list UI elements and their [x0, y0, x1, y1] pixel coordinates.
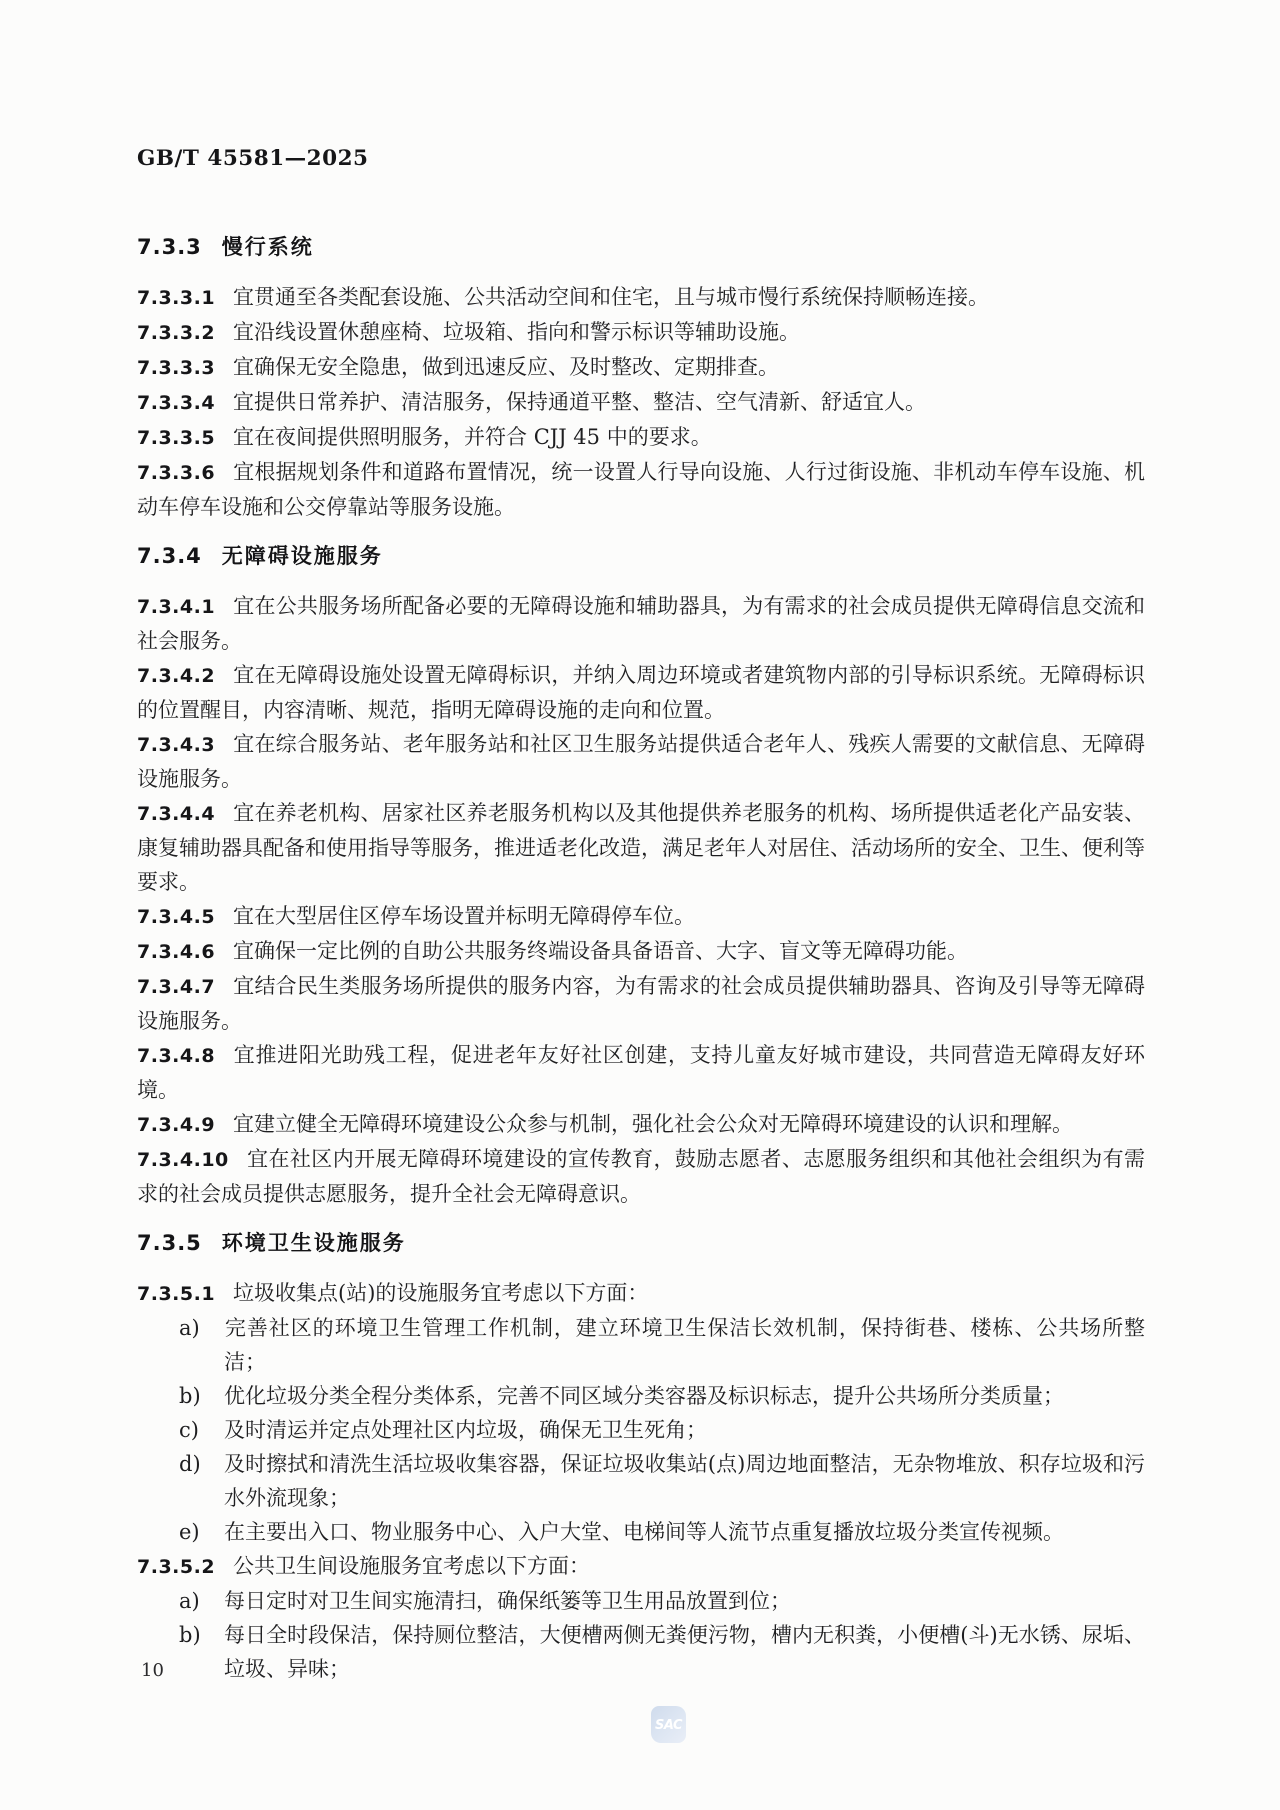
clause-paragraph — [137, 420, 1145, 455]
clause-text: 宜根据规划条件和道路布置情况，统一设置人行导向设施、人行过街设施、非机动车停车设施、机动车停车设施和公交停靠站等服务设施。 — [137, 460, 1145, 519]
clause-text: 宜在养老机构、居家社区养老服务机构以及其他提供养老服务的机构、场所提供适老化产品安装、康复辅助器具配备和使用指导等服务，推进适老化改造，满足老年人对居住、活动场所的安全、卫生、便利等要求。 — [137, 801, 1145, 894]
clause-text: 宜在综合服务站、老年服务站和社区卫生服务站提供适合老年人、残疾人需要的文献信息、无障碍设施服务。 — [137, 732, 1145, 791]
list-item-text: 优化垃圾分类全程分类体系，完善不同区域分类容器及标识标志，提升公共场所分类质量； — [224, 1384, 1064, 1408]
clause-paragraph — [137, 899, 1145, 934]
list-item-text: 及时清运并定点处理社区内垃圾，确保无卫生死角； — [224, 1418, 707, 1442]
clause-text: 宜结合民生类服务场所提供的服务内容，为有需求的社会成员提供辅助器具、咨询及引导等无障碍设施服务。 — [137, 974, 1145, 1033]
page-number: 10 — [141, 1660, 164, 1681]
standard-number: GB/T 45581—2025 — [137, 146, 369, 171]
clause-number: 7.3.4.6 — [137, 941, 216, 963]
clause-text: 垃圾收集点(站)的设施服务宜考虑以下方面： — [233, 1281, 649, 1305]
section-heading — [137, 234, 1145, 260]
clause-number: 7.3.4.7 — [137, 976, 216, 998]
sac-logo-text: SAC — [654, 1718, 683, 1733]
list-item-label: b) — [179, 1623, 201, 1647]
clause-number: 7.3.4.4 — [137, 803, 216, 825]
list-item-label: d) — [179, 1452, 201, 1476]
clause-number: 7.3.4.9 — [137, 1114, 216, 1136]
list-item-text: 每日定时对卫生间实施清扫，确保纸篓等卫生用品放置到位； — [224, 1589, 791, 1613]
list-item-text: 在主要出入口、物业服务中心、入户大堂、电梯间等人流节点重复播放垃圾分类宣传视频。 — [224, 1520, 1064, 1544]
list-item-label: a) — [179, 1316, 200, 1340]
section-heading — [137, 1230, 1145, 1256]
clause-number: 7.3.3.5 — [137, 427, 216, 449]
clause-paragraph — [137, 1549, 1145, 1584]
section-title: 环境卫生设施服务 — [221, 1231, 406, 1255]
clause-number: 7.3.4.1 — [137, 596, 216, 618]
clause-paragraph — [137, 350, 1145, 385]
clause-paragraph — [137, 1107, 1145, 1142]
clause-number: 7.3.3.3 — [137, 357, 216, 379]
clause-number: 7.3.4.8 — [137, 1045, 216, 1067]
list-item-label: e) — [179, 1520, 200, 1544]
clause-text: 宜在大型居住区停车场设置并标明无障碍停车位。 — [233, 904, 696, 928]
clause-text: 宜提供日常养护、清洁服务，保持通道平整、整洁、空气清新、舒适宜人。 — [233, 390, 927, 414]
section-number: 7.3.5 — [137, 1231, 202, 1255]
clause-text: 宜沿线设置休憩座椅、垃圾箱、指向和警示标识等辅助设施。 — [233, 320, 801, 344]
clause-number: 7.3.3.4 — [137, 392, 216, 414]
clause-number: 7.3.3.1 — [137, 287, 216, 309]
clause-number: 7.3.3.2 — [137, 322, 216, 344]
clause-number: 7.3.4.10 — [137, 1149, 229, 1171]
clause-paragraph — [137, 1038, 1145, 1107]
clause-paragraph — [137, 385, 1145, 420]
clause-number: 7.3.4.2 — [137, 665, 216, 687]
section-heading — [137, 543, 1145, 569]
clause-text: 宜确保一定比例的自助公共服务终端设备具备语音、大字、盲文等无障碍功能。 — [233, 939, 969, 963]
clause-paragraph — [137, 1142, 1145, 1211]
clause-number: 7.3.3.6 — [137, 462, 216, 484]
clause-text: 宜在公共服务场所配备必要的无障碍设施和辅助器具，为有需求的社会成员提供无障碍信息交流和社会服务。 — [137, 594, 1145, 653]
section-number: 7.3.4 — [137, 544, 202, 568]
list-item — [179, 1379, 1145, 1413]
list-item — [179, 1515, 1145, 1549]
list-item-text: 每日全时段保洁，保持厕位整洁，大便槽两侧无粪便污物，槽内无积粪，小便槽(斗)无水锈、尿垢、垃圾、异味； — [224, 1623, 1145, 1681]
clause-paragraph — [137, 315, 1145, 350]
sac-watermark-logo — [651, 1706, 686, 1743]
list-item-label: b) — [179, 1384, 201, 1408]
section-title: 慢行系统 — [221, 235, 314, 259]
list-item-text: 完善社区的环境卫生管理工作机制，建立环境卫生保洁长效机制，保持街巷、楼栋、公共场所整洁； — [224, 1316, 1145, 1374]
section-number: 7.3.3 — [137, 235, 202, 259]
clause-text: 宜在夜间提供照明服务，并符合 CJJ 45 中的要求。 — [233, 425, 712, 449]
clause-number: 7.3.4.3 — [137, 734, 216, 756]
list-item-label: c) — [179, 1418, 199, 1442]
clause-paragraph — [137, 455, 1145, 524]
document-content — [137, 234, 1145, 1686]
clause-text: 宜推进阳光助残工程，促进老年友好社区创建，支持儿童友好城市建设，共同营造无障碍友好环境。 — [137, 1043, 1145, 1102]
clause-text: 宜在社区内开展无障碍环境建设的宣传教育，鼓励志愿者、志愿服务组织和其他社会组织为有需求的社会成员提供志愿服务，提升全社会无障碍意识。 — [137, 1147, 1145, 1206]
section-title: 无障碍设施服务 — [221, 544, 383, 568]
clause-number: 7.3.4.5 — [137, 906, 216, 928]
list-item-label: a) — [179, 1589, 200, 1613]
list-item — [179, 1413, 1145, 1447]
list-item — [179, 1618, 1145, 1686]
clause-text: 宜在无障碍设施处设置无障碍标识，并纳入周边环境或者建筑物内部的引导标识系统。无障碍标识的位置醒目，内容清晰、规范，指明无障碍设施的走向和位置。 — [137, 663, 1145, 722]
list-item — [179, 1584, 1145, 1618]
clause-paragraph — [137, 280, 1145, 315]
list-item — [179, 1447, 1145, 1515]
clause-number: 7.3.5.1 — [137, 1283, 216, 1305]
clause-paragraph — [137, 934, 1145, 969]
clause-number: 7.3.5.2 — [137, 1556, 216, 1578]
clause-paragraph — [137, 796, 1145, 899]
clause-paragraph — [137, 1276, 1145, 1311]
list-item-text: 及时擦拭和清洗生活垃圾收集容器，保证垃圾收集站(点)周边地面整洁，无杂物堆放、积存垃圾和污水外流现象； — [224, 1452, 1145, 1510]
clause-paragraph — [137, 589, 1145, 658]
clause-text: 宜建立健全无障碍环境建设公众参与机制，强化社会公众对无障碍环境建设的认识和理解。 — [233, 1112, 1074, 1136]
clause-paragraph — [137, 658, 1145, 727]
clause-paragraph — [137, 969, 1145, 1038]
clause-text: 宜贯通至各类配套设施、公共活动空间和住宅，且与城市慢行系统保持顺畅连接。 — [233, 285, 990, 309]
list-item — [179, 1311, 1145, 1379]
clause-text: 公共卫生间设施服务宜考虑以下方面： — [233, 1554, 591, 1578]
clause-text: 宜确保无安全隐患，做到迅速反应、及时整改、定期排查。 — [233, 355, 780, 379]
clause-paragraph — [137, 727, 1145, 796]
